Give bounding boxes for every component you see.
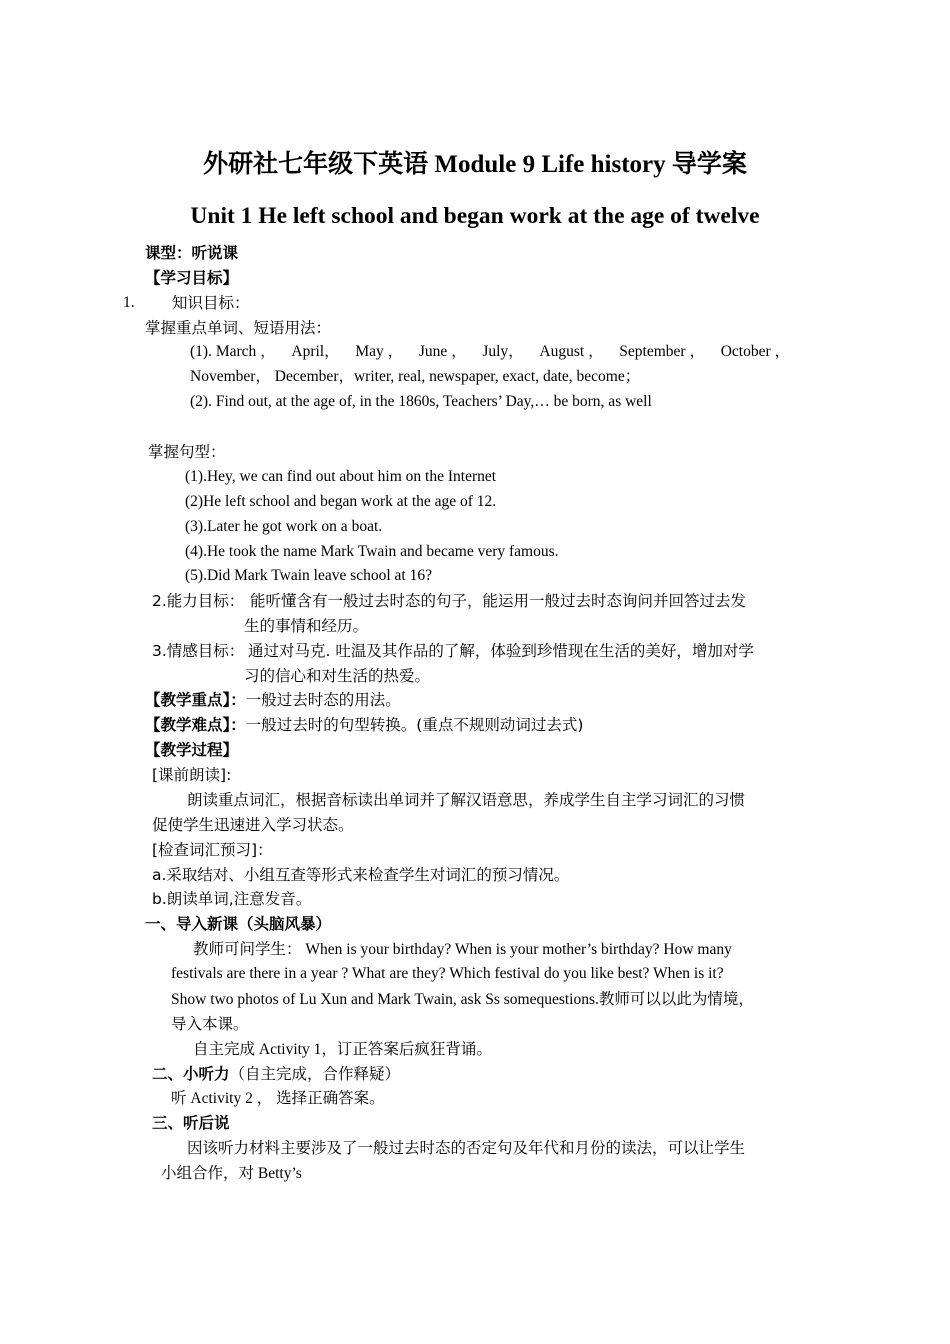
vocab-check-item-a: a.采取结对、小组互查等形式来检查学生对词汇的预习情况。 <box>152 866 570 884</box>
ability-text-1: 能听懂含有一般过去时态的句子，能运用一般过去时态询问并回答过去发 <box>250 592 747 610</box>
sentence-item: (4).He took the name Mark Twain and became very famous. <box>185 543 559 560</box>
emotion-text-1: 通过对马克. 吐温及其作品的了解，体验到珍惜现在生活的美好，增加对学 <box>248 642 754 660</box>
section1-line-1 <box>193 939 732 960</box>
sentence-item: (2)He left school and began work at the age of 12. <box>185 493 497 510</box>
vocab-word: September ， <box>619 343 705 360</box>
section3-line-1: 因该听力材料主要涉及了一般过去时态的否定句及年代和月份的读法，可以让学生 <box>187 1139 746 1157</box>
section3-line2-en: Betty’s <box>254 1165 302 1182</box>
vocab-word: August ， <box>539 343 604 360</box>
goals-heading: 【学习目标】 <box>145 269 239 287</box>
process-heading: 【教学过程】 <box>145 741 239 759</box>
knowledge-number: 1. <box>123 294 135 311</box>
vocab-line-3: (2). Find out, at the age of, in the 1860s, Teachers’ Day,… be born, as well <box>190 393 652 410</box>
section1-line-5 <box>193 1039 492 1060</box>
vocab-word: June ， <box>418 343 467 360</box>
section2-heading: 二、小听力 <box>152 1065 230 1083</box>
document-title: 外研社七年级下英语 Module 9 Life history 导学案 <box>203 151 747 178</box>
section1-line3-cn: 教师可以以此为情境， <box>598 990 754 1008</box>
section1-line-4: 导入本课。 <box>171 1015 249 1033</box>
vocab-line-1 <box>190 342 790 362</box>
section1-line5-c: 订正答案后疯狂背诵。 <box>336 1040 492 1058</box>
ability-text-2: 生的事情和经历。 <box>244 617 369 635</box>
section2-line <box>171 1088 385 1109</box>
vocab-word: October ， <box>720 343 790 360</box>
vocab-line-2: November， December，writer, real, newspaper, exact, date, become； <box>190 368 641 385</box>
vocab-check-item-b: b.朗读单词,注意发音。 <box>152 890 312 908</box>
course-type-label: 课型： <box>145 244 192 262</box>
emotion-text-2: 习的信心和对生活的热爱。 <box>244 667 431 685</box>
pre-reading-label: [课前朗读]: <box>152 766 232 784</box>
section1-line1-cn: 教师可问学生： <box>193 940 302 958</box>
unit-title: Unit 1 He left school and began work at the age of twelve <box>190 203 760 229</box>
ability-label: 2.能力目标： <box>152 592 245 610</box>
difficulty-text: 一般过去时的句型转换。(重点不规则动词过去式) <box>245 716 584 734</box>
vocab-word: July， <box>482 343 524 360</box>
section1-line-3 <box>171 989 754 1010</box>
section2-heading-row <box>152 1064 400 1084</box>
vocab-word: (1). March ， <box>190 343 276 360</box>
sentence-item: (3).Later he got work on a boat. <box>185 518 383 535</box>
section3-line2-cn: 小组合作，对 <box>161 1164 255 1182</box>
difficulty-label: 【教学难点】： <box>145 716 246 734</box>
emotion-label: 3.情感目标： <box>152 642 245 660</box>
section2-line-b: Activity 2 ， <box>186 1090 277 1107</box>
section1-line5-b: Activity 1， <box>255 1041 337 1058</box>
vocab-heading: 掌握重点单词、短语用法： <box>145 319 332 337</box>
key-point-label: 【教学重点】： <box>145 691 246 709</box>
pre-reading-text-2: 促使学生迅速进入学习状态。 <box>152 816 354 834</box>
sentence-item: (1).Hey, we can find out about him on the Internet <box>185 468 497 485</box>
sentence-heading: 掌握句型： <box>148 443 226 461</box>
course-type-value: 听说课 <box>191 244 239 262</box>
section1-line1-en: When is your birthday? When is your mother’s birthday? How many <box>301 941 732 958</box>
sentence-item: (5).Did Mark Twain leave school at 16? <box>185 567 432 584</box>
vocab-word: April， <box>291 343 340 360</box>
difficulty <box>145 715 583 735</box>
course-type <box>145 243 238 263</box>
key-point-text: 一般过去时态的用法。 <box>245 691 401 709</box>
section2-heading-note: （自主完成，合作释疑） <box>229 1065 401 1083</box>
section1-line5-a: 自主完成 <box>193 1040 256 1058</box>
section1-heading: 一、导入新课（头脑风暴） <box>145 915 332 933</box>
section1-line3-en: Show two photos of Lu Xun and Mark Twain, ask Ss somequestions. <box>171 991 599 1008</box>
section2-line-c: 选择正确答案。 <box>276 1089 385 1107</box>
section2-line-a: 听 <box>171 1089 187 1107</box>
pre-reading-text-1: 朗读重点词汇，根据音标读出单词并了解汉语意思，养成学生自主学习词汇的习惯 <box>187 791 746 809</box>
vocab-word: May ， <box>355 343 404 360</box>
knowledge-label: 知识目标： <box>172 294 250 312</box>
key-point <box>145 690 401 710</box>
section3-line-2 <box>161 1163 302 1184</box>
section1-line-2: festivals are there in a year ? What are they? Which festival do you like best? When is it? <box>171 965 724 982</box>
section3-heading: 三、听后说 <box>152 1114 230 1132</box>
vocab-check-label: [检查词汇预习]： <box>152 841 273 859</box>
